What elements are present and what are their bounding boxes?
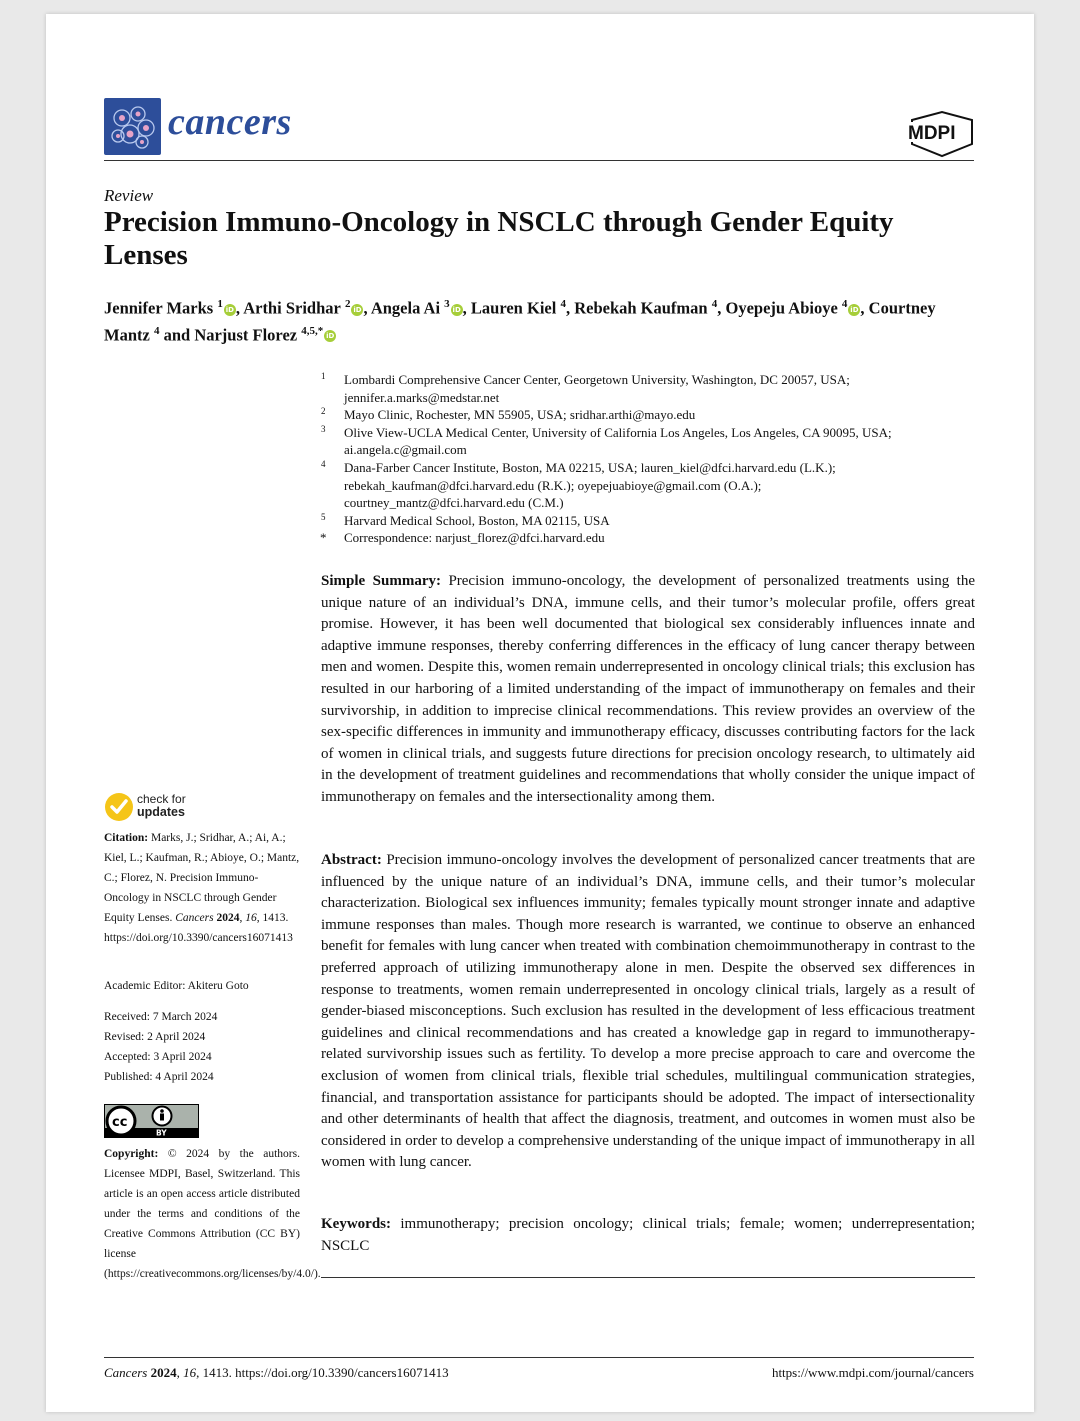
author-affiliation-mark: 4 — [711, 298, 718, 310]
citation-volume: 16 — [245, 912, 257, 924]
author-name: Oyepeju Abioye — [725, 298, 838, 318]
orcid-icon[interactable]: iD — [452, 305, 461, 314]
author-separator: , — [565, 298, 575, 318]
author-name: Arthi Sridhar — [243, 298, 341, 318]
affiliation-text: Correspondence: narjust_florez@dfci.harvard.edu — [344, 530, 605, 546]
affiliation-item — [318, 371, 978, 406]
affiliation-item — [318, 459, 978, 512]
footer-citation: Cancers 2024, 16, 1413. https://doi.org/10.3390/cancers16071413 — [104, 1365, 449, 1380]
abstract-label: Abstract: — [321, 852, 382, 868]
publisher-name: MDPI — [908, 123, 956, 144]
author-affiliation-mark: 4 — [841, 298, 848, 310]
citation-journal: Cancers — [175, 912, 214, 924]
keywords-rule — [321, 1277, 975, 1278]
author-name: Courtney Mantz — [104, 298, 936, 344]
affiliation-number: 2 — [321, 406, 326, 417]
citation-label: Citation: — [104, 832, 149, 844]
footer-rule — [104, 1357, 974, 1358]
affiliation-item — [318, 512, 978, 530]
author-affiliation-mark: 3 — [444, 298, 450, 310]
abstract — [321, 850, 975, 1174]
keywords-text: immunotherapy; precision oncology; clinical trials; female; women; underrepresentation; NSCLC — [321, 1216, 975, 1254]
journal-name: cancers — [168, 101, 292, 143]
author-name: Narjust Florez — [194, 325, 298, 344]
author-affiliation-mark: 4 — [560, 298, 566, 310]
check-updates-line2: updates — [137, 805, 185, 819]
affiliation-text: Mayo Clinic, Rochester, MN 55905, USA; sridhar.arthi@mayo.edu — [344, 407, 696, 423]
orcid-icon[interactable]: iD — [225, 305, 234, 314]
affiliation-text: Harvard Medical School, Boston, MA 02115, USA — [344, 512, 610, 528]
affiliation-number: 1 — [321, 371, 326, 381]
author-separator: , — [462, 298, 471, 318]
author-list — [104, 293, 974, 346]
author-name: Angela Ai — [370, 298, 441, 318]
affiliations — [318, 371, 978, 547]
affiliation-text: Olive View-UCLA Medical Center, University of California Los Angeles, Los Angeles, CA 90095, USA; — [344, 424, 892, 440]
author-affiliation-mark: 4,5,* — [301, 324, 324, 337]
published-date: Published: 4 April 2024 — [104, 1071, 214, 1083]
abstract-text: Precision immuno-oncology involves the development of personalized cancer treatments that are influenced by the unique nature of an individual’s DNA, immune cells, and their tumor’s molecular characterization. Biological sex influences immunity; females typically mount stronger innate and adaptive immune responses than males. Though more research is warranted, we continue to observe an enhanced benefit for females with lung cancer when treated with combination chemoimmunotherapy in contrast to the preferred approach of utilizing immunotherapy alone in men. Despite the observed sex differences in response to treatments, women remain underrepresented in oncology clinical trials, largely as a result of gender-biased misconceptions. Such exclusion has resulted in the development of less efficacious treatment guidelines and clinical recommendations and has created a knowledge gap in regard to immunotherapy-related survivorship issues such as fertility. To develop a more precise approach to care and overcome the exclusion of women from clinical trials, flexible trial schedules, multilingual communication strategies, financial, and transportation assistance for participants should be adopted. The impact of intersectionality and other determinants of health that affect the diagnosis, treatment, and outcomes in women must also be considered in order to develop a comprehensive understanding of the unique impact of immunotherapy in all women with lung cancer. — [321, 852, 976, 1171]
affiliation-text: Lombardi Comprehensive Cancer Center, Georgetown University, Washington, DC 20057, USA; — [344, 372, 850, 387]
simple-summary-label: Simple Summary: — [321, 573, 441, 589]
author-separator: , — [363, 298, 371, 318]
article-type: Review — [104, 186, 154, 205]
check-updates-button[interactable] — [137, 793, 186, 819]
author-separator: , — [860, 298, 869, 318]
citation-year: 2024 — [216, 912, 240, 924]
received-date: Received: 7 March 2024 — [104, 1011, 218, 1023]
author-affiliation-mark: 4 — [153, 324, 160, 337]
copyright-text: © 2024 by the authors. Licensee MDPI, Basel, Switzerland. This article is an open access article distributed under the terms and conditions of the Creative Commons Attribution (CC BY) license (https://creativecommons.org/licenses/by/4.0/). — [104, 1148, 321, 1280]
cc-by-license-icon[interactable] — [104, 1104, 199, 1138]
affiliation-number: 5 — [321, 511, 326, 522]
header-rule — [104, 160, 974, 161]
affiliation-email[interactable]: jennifer.a.marks@medstar.net — [344, 389, 500, 405]
affiliation-text: Dana-Farber Cancer Institute, Boston, MA 02215, USA; lauren_kiel@dfci.harvard.edu (L.K.); — [344, 459, 836, 475]
check-updates-icon[interactable] — [104, 792, 134, 827]
author-separator: , — [717, 298, 726, 318]
academic-editor: Academic Editor: Akiteru Goto — [104, 980, 249, 992]
footer-journal: Cancers — [104, 1365, 148, 1380]
author-separator: and — [159, 325, 195, 344]
affiliation-number: * — [320, 530, 327, 546]
check-updates-line1: check for — [137, 792, 186, 806]
cc-by-label: BY — [156, 1128, 167, 1138]
affiliation-email[interactable]: ai.angela.c@gmail.com — [344, 442, 467, 458]
accepted-date: Accepted: 3 April 2024 — [104, 1051, 212, 1063]
affiliation-item — [318, 406, 978, 424]
svg-text:cc: cc — [112, 1115, 128, 1130]
orcid-icon[interactable]: iD — [850, 305, 859, 314]
simple-summary-text: Precision immuno-oncology, the development of personalized treatments using the unique nature of an individual’s DNA, immune cells, and their tumor’s molecular profile, offers great promise. However, it has been well documented that biological sex considerably influences innate and adaptive immune responses, thereby conferring differences in the efficacy of lung cancer therapy between men and women. Despite this, women remain underrepresented in oncology clinical trials; this exclusion has resulted in our harboring of a limited understanding of the impact of immunotherapy on females and their survivorship, in addition to imprecise clinical recommendations. This review provides an overview of the sex-specific differences in immunity and immunotherapy efficacy, discusses contributing factors for the lack of women in clinical trials, and suggests future directions for precision oncology research, to ultimately aid in the development of treatment guidelines and recommendations that wholly consider the unique impact of immunotherapy on females and the intersectionality among them. — [321, 573, 975, 805]
author-name: Lauren Kiel — [470, 298, 557, 318]
author-name: Rebekah Kaufman — [574, 298, 708, 318]
publisher-logo — [904, 110, 976, 165]
author-name: Jennifer Marks — [104, 298, 214, 318]
simple-summary — [321, 571, 975, 809]
publication-dates — [104, 1007, 300, 1087]
affiliation-item — [318, 529, 978, 547]
keywords-label: Keywords: — [321, 1216, 391, 1232]
revised-date: Revised: 2 April 2024 — [104, 1031, 206, 1043]
citation-doi[interactable]: , 1413. https://doi.org/10.3390/cancers16071413 — [104, 912, 293, 944]
article-title: Precision Immuno-Oncology in NSCLC through Gender Equity Lenses — [104, 206, 894, 271]
keywords — [321, 1214, 975, 1257]
orcid-icon[interactable]: iD — [353, 305, 362, 314]
author-affiliation-mark: 1 — [217, 298, 223, 310]
affiliation-email[interactable]: courtney_mantz@dfci.harvard.edu (C.M.) — [344, 495, 564, 511]
citation: Citation: Marks, J.; Sridhar, A.; Ai, A.; Kiel, L.; Kaufman, R.; Abioye, O.; Mantz, C.; Florez, N. Precision Immuno-Oncology in NSCLC through Gender Equity Lenses. Cancers 2024, 16, 1413. https://doi.org/10.3390/cancers16071413 — [104, 832, 300, 944]
affiliation-item — [318, 424, 978, 459]
copyright — [104, 1144, 321, 1284]
affiliation-email[interactable]: rebekah_kaufman@dfci.harvard.edu (R.K.); oyepejuabioye@gmail.com (O.A.); — [344, 477, 762, 493]
document-page — [46, 14, 1034, 1412]
affiliation-number: 4 — [321, 458, 326, 469]
citation-text: Marks, J.; Sridhar, A.; Ai, A.; Kiel, L.; Kaufman, R.; Abioye, O.; Mantz, C.; Florez, N. Precision Immuno-Oncology in NSCLC through Gender Equity Lenses. — [104, 832, 300, 924]
footer-year: 2024 — [150, 1365, 177, 1380]
affiliation-number: 3 — [321, 423, 326, 434]
footer-doi[interactable]: , 1413. https://doi.org/10.3390/cancers16071413 — [196, 1365, 449, 1380]
footer-volume: 16 — [183, 1365, 197, 1380]
orcid-icon[interactable]: iD — [326, 332, 335, 340]
author-separator: , — [235, 298, 244, 318]
copyright-label: Copyright: — [104, 1148, 159, 1160]
footer-journal-url[interactable]: https://www.mdpi.com/journal/cancers — [771, 1365, 974, 1380]
journal-logo-icon — [104, 98, 161, 155]
author-affiliation-mark: 2 — [344, 298, 351, 310]
